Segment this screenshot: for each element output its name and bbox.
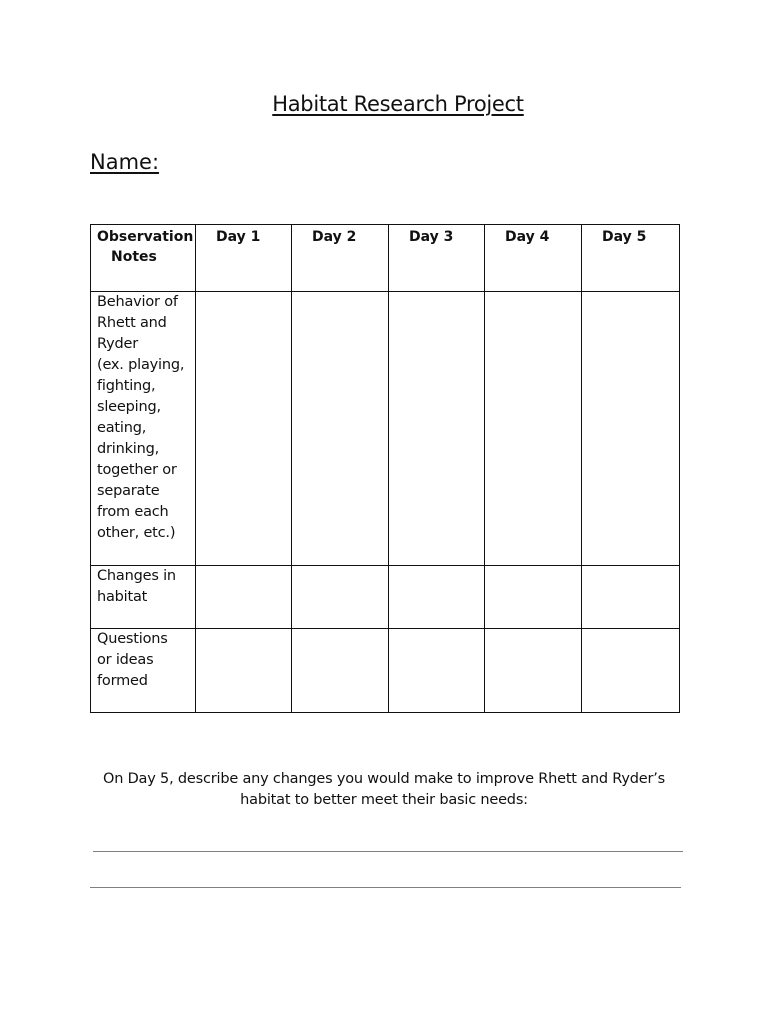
- header-day-5: Day 5: [582, 225, 680, 292]
- header-day-1: Day 1: [196, 225, 292, 292]
- label-line: habitat: [97, 589, 148, 605]
- label-line: Rhett and: [97, 315, 167, 331]
- cell-questions-day-2[interactable]: [292, 629, 389, 713]
- cell-questions-day-3[interactable]: [389, 629, 485, 713]
- day5-prompt: [0, 769, 768, 811]
- cell-habitat-day-3[interactable]: [389, 566, 485, 629]
- label-line: Ryder: [97, 336, 138, 352]
- label-line: together or: [97, 462, 177, 478]
- label-line: sleeping,: [97, 399, 161, 415]
- cell-habitat-day-4[interactable]: [485, 566, 582, 629]
- label-line: (ex. playing,: [97, 357, 185, 373]
- name-label: Name:: [90, 150, 160, 174]
- label-line: eating,: [97, 420, 147, 436]
- cell-habitat-day-2[interactable]: [292, 566, 389, 629]
- observation-table: [90, 224, 680, 713]
- row-label-habitat-changes: [91, 566, 196, 629]
- prompt-line: habitat to better meet their basic needs:: [240, 792, 528, 808]
- label-line: Changes in: [97, 568, 176, 584]
- cell-behavior-day-2[interactable]: [292, 292, 389, 566]
- cell-habitat-day-5[interactable]: [582, 566, 680, 629]
- cell-questions-day-1[interactable]: [196, 629, 292, 713]
- cell-habitat-day-1[interactable]: [196, 566, 292, 629]
- header-day-3: Day 3: [389, 225, 485, 292]
- cell-questions-day-5[interactable]: [582, 629, 680, 713]
- answer-line-2[interactable]: [90, 887, 681, 888]
- label-line: other, etc.): [97, 525, 176, 541]
- label-line: separate: [97, 483, 160, 499]
- row-label-behavior: [91, 292, 196, 566]
- label-line: formed: [97, 673, 148, 689]
- answer-line-1[interactable]: [93, 851, 683, 852]
- table-row-behavior: [91, 292, 680, 566]
- label-line: Questions: [97, 631, 168, 647]
- header-day-4: Day 4: [485, 225, 582, 292]
- cell-behavior-day-1[interactable]: [196, 292, 292, 566]
- page-title: Habitat Research Project: [272, 92, 524, 116]
- label-line: from each: [97, 504, 169, 520]
- header-notes-line: Notes: [111, 249, 157, 265]
- label-line: fighting,: [97, 378, 156, 394]
- header-observation-notes: [91, 225, 196, 292]
- cell-behavior-day-4[interactable]: [485, 292, 582, 566]
- header-observation-line: Observation: [97, 229, 194, 245]
- header-day-2: Day 2: [292, 225, 389, 292]
- label-line: Behavior of: [97, 294, 178, 310]
- cell-behavior-day-5[interactable]: [582, 292, 680, 566]
- table-header-row: [91, 225, 680, 292]
- prompt-line: On Day 5, describe any changes you would make to improve Rhett and Ryder’s: [102, 771, 665, 787]
- table-row-habitat-changes: [91, 566, 680, 629]
- row-label-questions: [91, 629, 196, 713]
- label-line: or ideas: [97, 652, 154, 668]
- cell-behavior-day-3[interactable]: [389, 292, 485, 566]
- label-line: drinking,: [97, 441, 160, 457]
- cell-questions-day-4[interactable]: [485, 629, 582, 713]
- table-row-questions: [91, 629, 680, 713]
